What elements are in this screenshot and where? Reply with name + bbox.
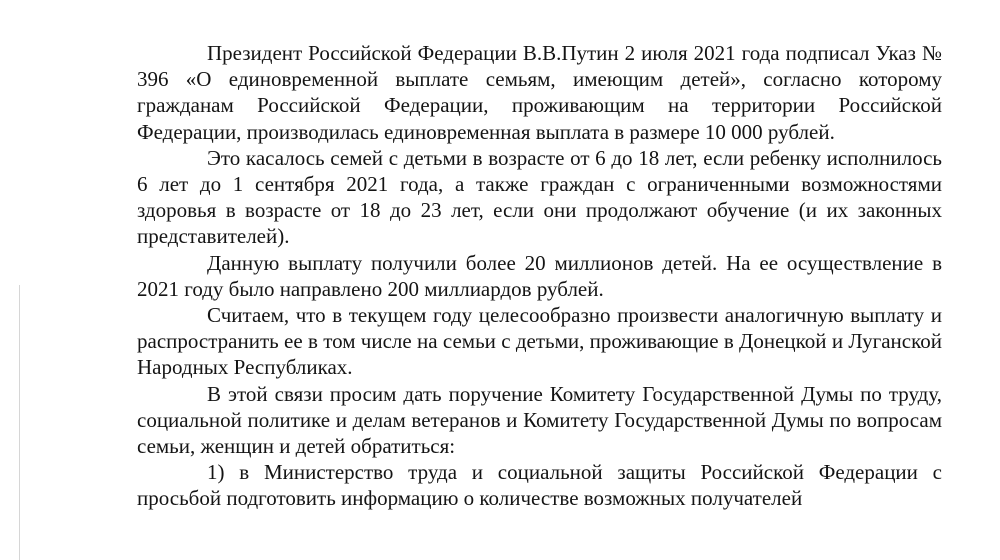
paragraph-request: В этой связи просим дать поручение Комитету Государственной Думы по труду, социальной политике и делам ветеранов и Комитету Государственной Думы по вопросам семьи, женщин и детей обратиться: — [137, 381, 942, 459]
letter-body — [137, 40, 942, 512]
paragraph-decree-signing: Президент Российской Федерации В.В.Путин 2 июля 2021 года подписал Указ № 396 «О единовременной выплате семьям, имеющим детей», согласно которому гражданам Российской Федерации, проживающим на территории Российской Федерации, производилась единовременная выплата в размере 10 000 рублей. — [137, 41, 942, 144]
scan-edge-line — [19, 285, 20, 560]
paragraph-eligibility: Это касалось семей с детьми в возрасте от 6 до 18 лет, если ребенку исполнилось 6 лет до 1 сентября 2021 года, а также граждан с ограниченными возможностями здоровья в возрасте от 18 до 23 лет, если они продолжают обучение (и их законных представителей). — [137, 145, 942, 249]
paragraph-recipients-count: Данную выплату получили более 20 миллионов детей. На ее осуществление в 2021 году было направлено 200 миллиардов рублей. — [137, 250, 942, 301]
list-item-ministry-labor: 1) в Министерство труда и социальной защиты Российской Федерации с просьбой подготовить информацию о количестве возможных получателей — [137, 460, 942, 511]
paragraph-proposal: Считаем, что в текущем году целесообразно произвести аналогичную выплату и распространить ее в том числе на семьи с детьми, проживающие в Донецкой и Луганской Народных Республиках. — [137, 303, 942, 380]
